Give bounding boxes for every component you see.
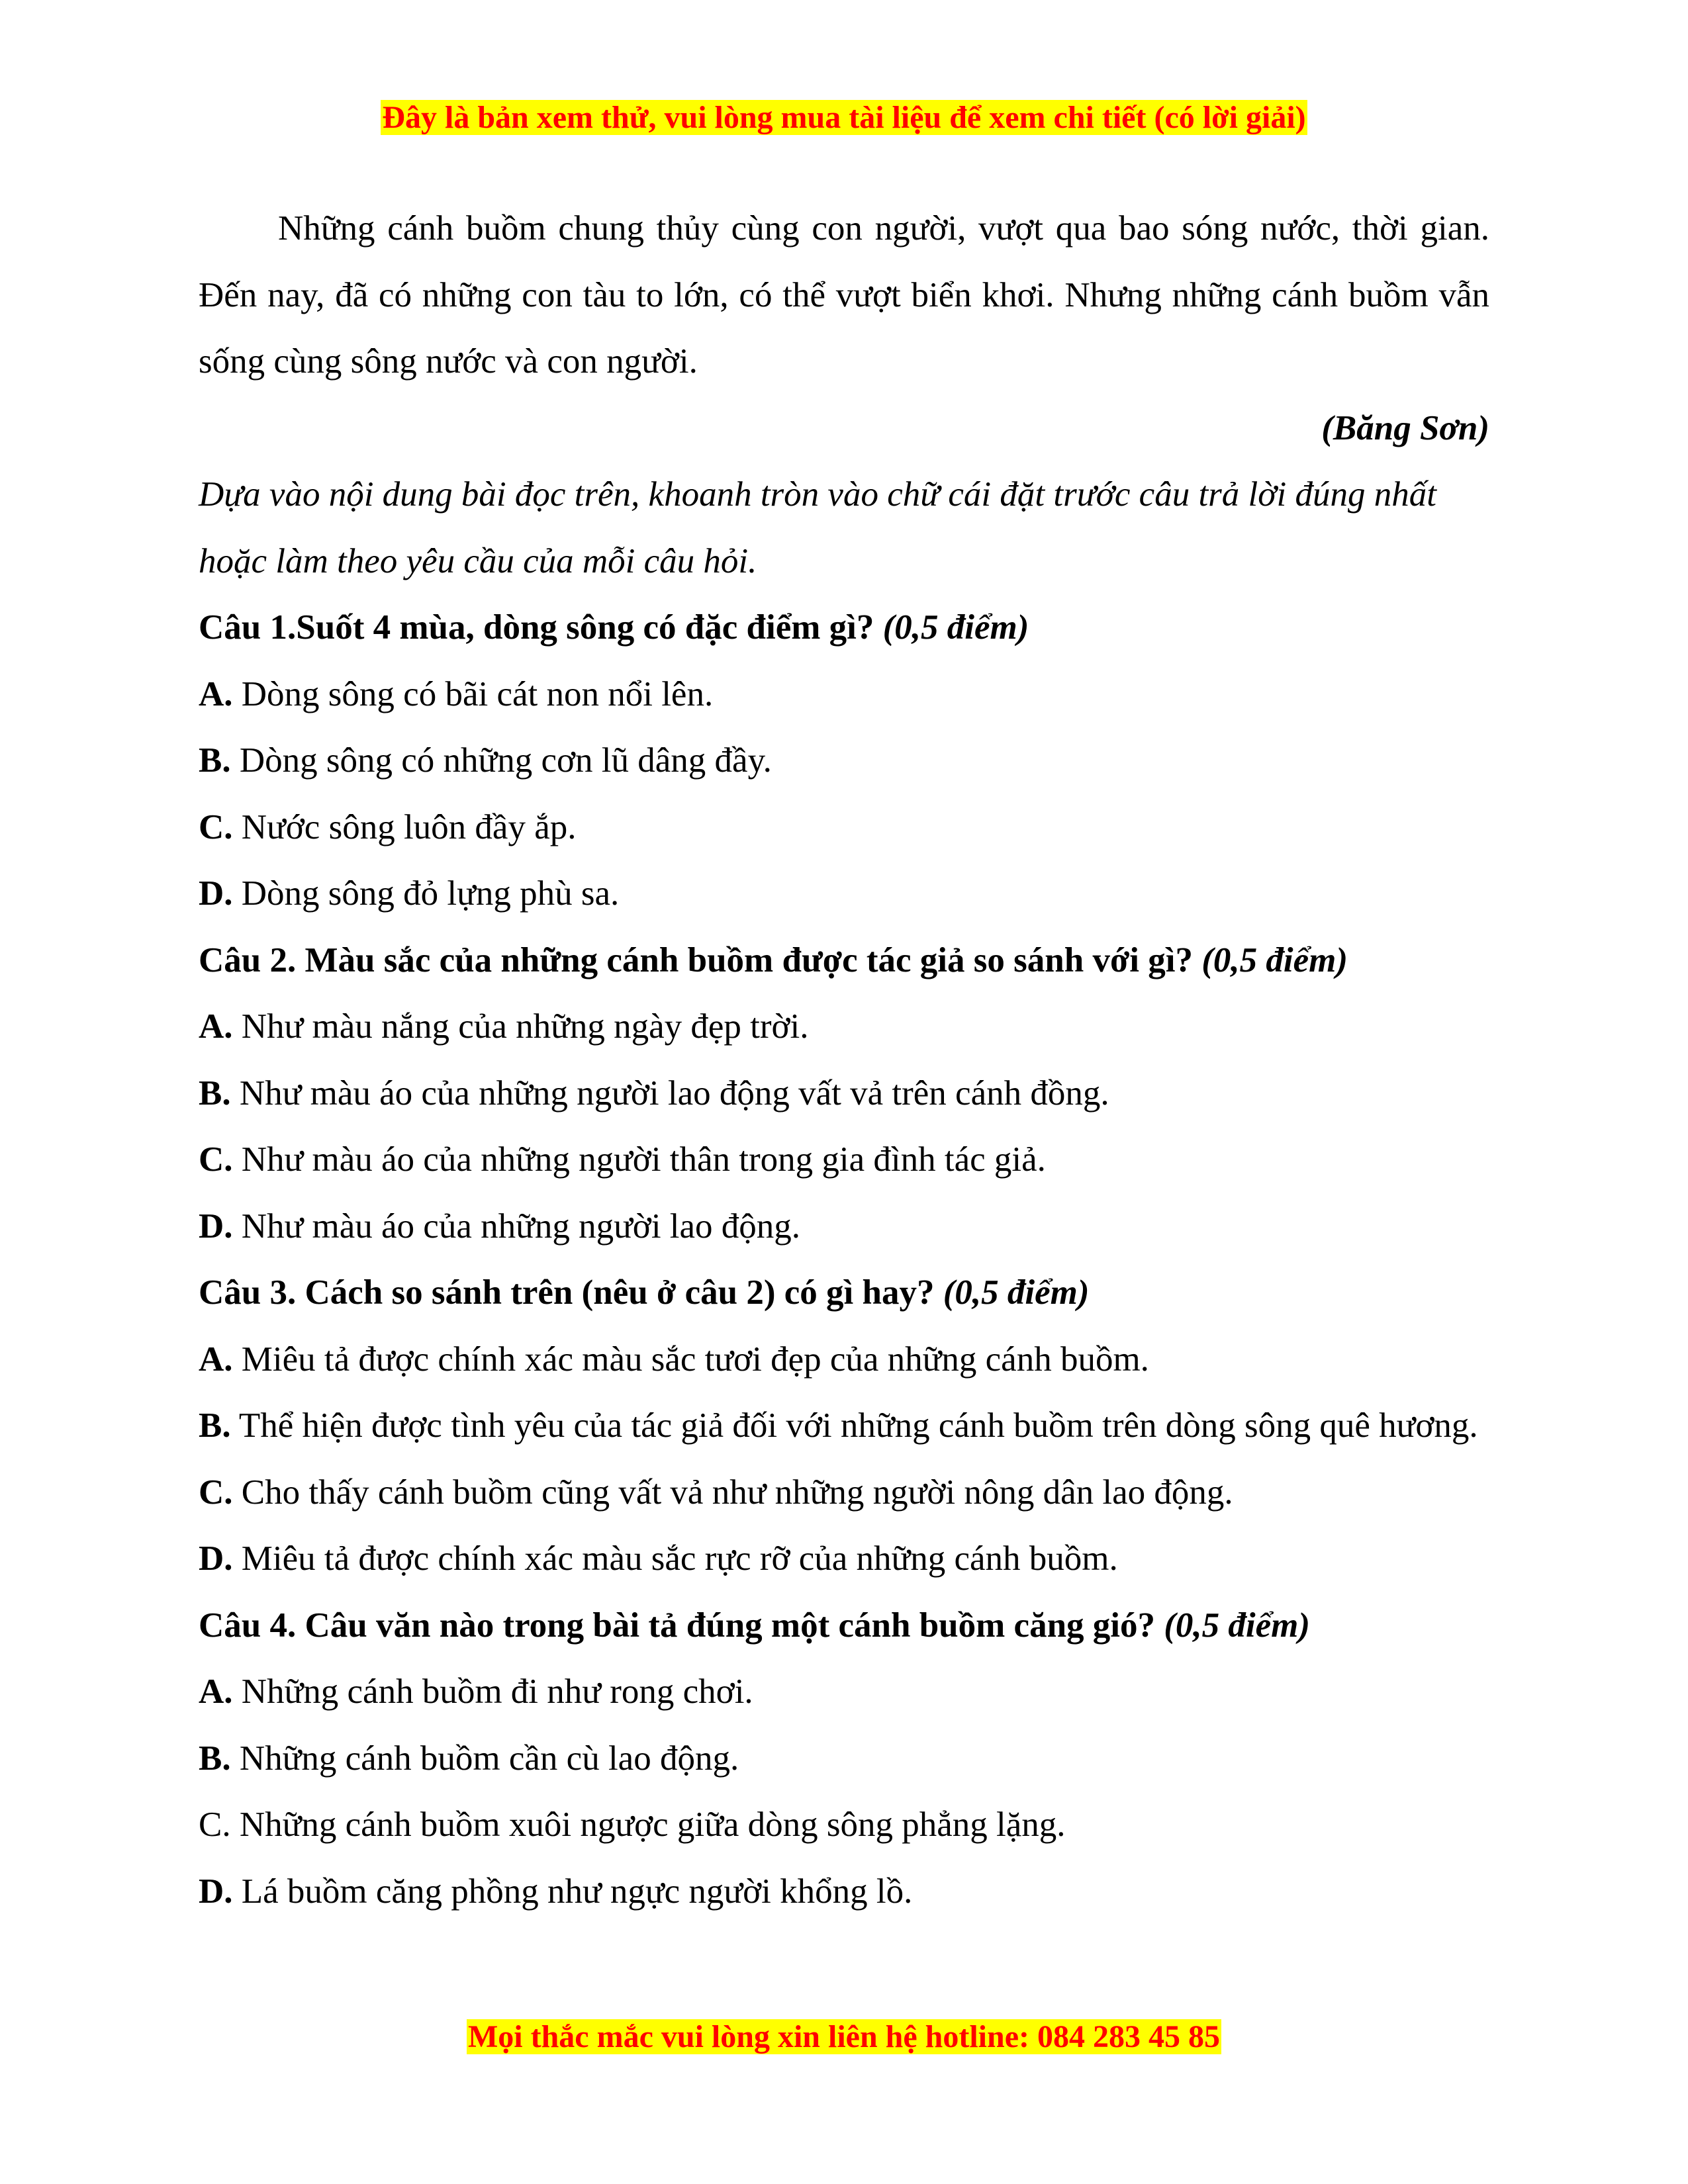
option-text: Dòng sông đỏ lựng phù sa. [241,874,620,913]
question-points: (0,5 điểm) [943,1273,1090,1312]
option-letter: D. [199,1206,233,1246]
answer-option [199,1792,1489,1858]
question-label: Câu 3. Cách so sánh trên (nêu ở câu 2) có gì hay? [199,1273,935,1312]
answer-option [199,1326,1489,1393]
answer-option [199,1392,1489,1459]
document-content [199,195,1489,1925]
question-label: Câu 2. Màu sắc của những cánh buồm được tác giả so sánh với gì? [199,940,1194,979]
hotline-text: Mọi thắc mắc vui lòng xin liên hệ hotline: 084 283 45 85 [467,2019,1220,2054]
option-letter: A. [199,1007,233,1046]
answer-option [199,1525,1489,1592]
question-label: Câu 1.Suốt 4 mùa, dòng sông có đặc điểm gì? [199,608,874,647]
option-letter: A. [199,674,233,713]
option-text: Như màu áo của những người lao động. [241,1206,801,1246]
question-label: Câu 4. Câu văn nào trong bài tả đúng một cánh buồm căng gió? [199,1606,1156,1645]
option-text: Những cánh buồm cần cù lao động. [239,1739,739,1778]
option-letter: A. [199,1340,233,1379]
answer-option [199,1659,1489,1725]
option-letter: D. [199,1872,233,1911]
option-letter: B. [199,1406,231,1445]
instruction-text: Dựa vào nội dung bài đọc trên, khoanh tròn vào chữ cái đặt trước câu trả lời đúng nhất hoặc làm theo yêu cầu của mỗi câu hỏi. [199,475,1437,580]
option-letter: C. [199,1473,233,1512]
option-text: Miêu tả được chính xác màu sắc rực rỡ của những cánh buồm. [241,1539,1118,1578]
option-text: C. Những cánh buồm xuôi ngược giữa dòng sông phẳng lặng. [199,1805,1066,1844]
option-text: Những cánh buồm đi như rong chơi. [241,1672,753,1711]
option-text: Như màu áo của những người thân trong gia đình tác giả. [241,1140,1046,1179]
answer-option [199,727,1489,794]
option-letter: B. [199,741,231,780]
option-text: Cho thấy cánh buồm cũng vất vả như những người nông dân lao động. [241,1473,1233,1512]
option-letter: D. [199,1539,233,1578]
option-letter: A. [199,1672,233,1711]
preview-notice-text: Đây là bản xem thử, vui lòng mua tài liệu để xem chi tiết (có lời giải) [382,100,1306,135]
answer-option [199,1725,1489,1792]
option-text: Lá buồm căng phồng như ngực người khổng lồ. [241,1872,913,1911]
passage-author: (Băng Sơn) [1321,408,1489,447]
option-text: Như màu áo của những người lao động vất vả trên cánh đồng. [239,1073,1109,1113]
question-heading [199,594,1489,661]
question-heading [199,1592,1489,1659]
answer-option [199,1459,1489,1526]
question-points: (0,5 điểm) [882,608,1029,647]
hotline-banner [0,2017,1688,2057]
passage-paragraph: Những cánh buồm chung thủy cùng con người, vượt qua bao sóng nước, thời gian. Đến nay, đã có những con tàu to lớn, có thể vượt biển khơi. Nhưng những cánh buồm vẫn sống cùng sông nước và con người. [199,209,1489,381]
option-text: Nước sông luôn đầy ắp. [241,807,577,846]
option-text: Thể hiện được tình yêu của tác giả đối với những cánh buồm trên dòng sông quê hương. [238,1406,1478,1445]
option-letter: B. [199,1739,231,1778]
option-letter: C. [199,1140,233,1179]
answer-option [199,860,1489,927]
option-text: Dòng sông có những cơn lũ dâng đầy. [239,741,772,780]
answer-option [199,1858,1489,1925]
question-heading [199,927,1489,994]
option-text: Dòng sông có bãi cát non nổi lên. [241,674,714,713]
option-letter: C. [199,807,233,846]
answer-option [199,661,1489,728]
answer-option [199,1193,1489,1260]
preview-notice-banner [0,98,1688,138]
answer-option [199,1060,1489,1127]
answer-option [199,993,1489,1060]
option-letter: D. [199,874,233,913]
question-heading [199,1259,1489,1326]
question-points: (0,5 điểm) [1164,1606,1311,1645]
option-letter: B. [199,1073,231,1113]
question-points: (0,5 điểm) [1201,940,1348,979]
option-text: Miêu tả được chính xác màu sắc tươi đẹp của những cánh buồm. [241,1340,1149,1379]
option-text: Như màu nắng của những ngày đẹp trời. [241,1007,809,1046]
answer-option [199,1126,1489,1193]
answer-option [199,794,1489,861]
